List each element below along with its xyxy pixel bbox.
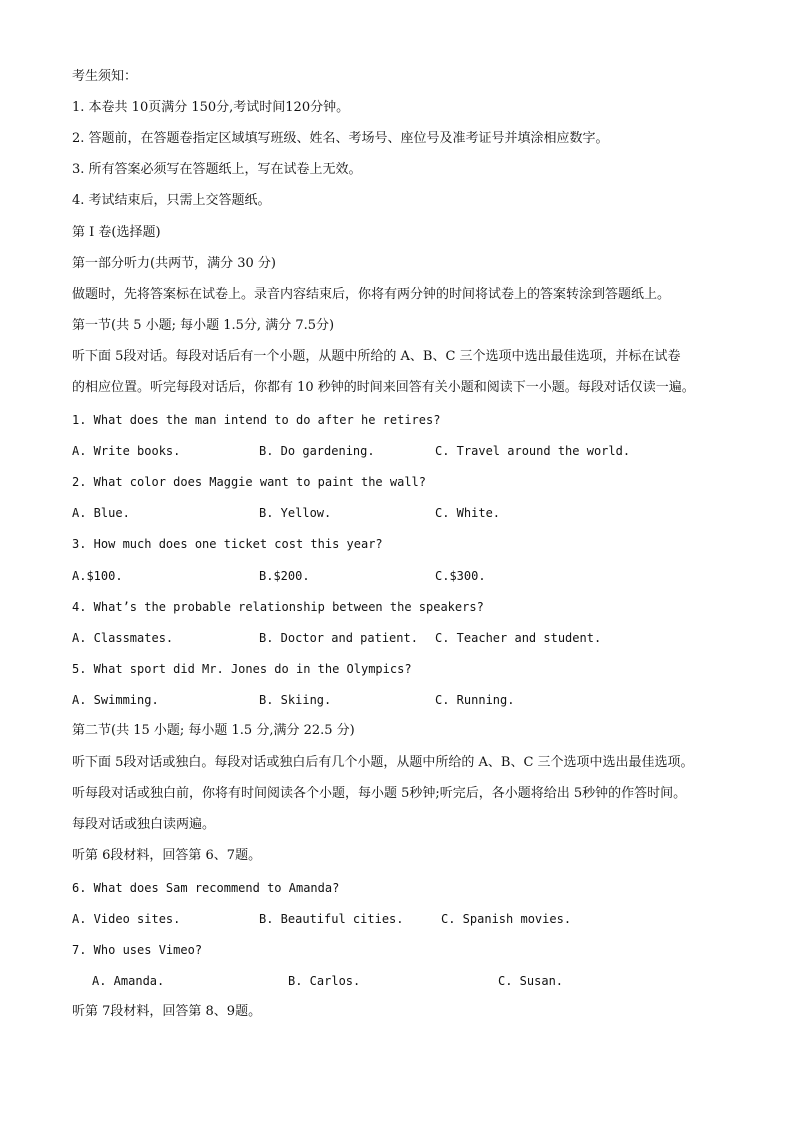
section2-instruction: 听每段对话或独白前，你将有时间阅读各个小题，每小题 5秒钟;听完后，各小题将给出 5秒钟的作答时间。 (72, 786, 687, 801)
option-b: B. Do gardening. (259, 444, 375, 458)
option-c: C. Spanish movies. (441, 912, 572, 926)
option-a: A. Classmates. (72, 631, 174, 645)
question-text: 2. What color does Maggie want to paint the wall? (72, 475, 427, 489)
section2-instruction: 每段对话或独白读两遍。 (72, 817, 216, 832)
part1-instruction: 做题时，先将答案标在试卷上。录音内容结束后，你将有两分钟的时间将试卷上的答案转涂到答题纸上。 (72, 287, 671, 302)
option-a: A. Amanda. (92, 974, 165, 988)
notice-item-2: 2. 答题前，在答题卷指定区域填写班级、姓名、考场号、座位号及准考证号并填涂相应数字。 (72, 131, 609, 146)
question-text: 1. What does the man intend to do after he retires? (72, 413, 441, 427)
section1-instruction: 的相应位置。听完每段对话后，你都有 10 秒钟的时间来回答有关小题和阅读下一小题。每段对话仅读一遍。 (72, 380, 695, 395)
option-a: A. Video sites. (72, 912, 181, 926)
notice-heading: 考生须知： (72, 69, 138, 84)
question-text: 3. How much does one ticket cost this year? (72, 537, 383, 551)
option-b: B. Skiing. (259, 693, 332, 707)
option-c: C. White. (435, 506, 501, 520)
question-text: 5. What sport did Mr. Jones do in the Olympics? (72, 662, 412, 676)
option-c: C. Running. (435, 693, 515, 707)
option-a: A. Swimming. (72, 693, 159, 707)
material-heading: 听第 6段材料，回答第 6、7题。 (72, 848, 262, 863)
section1-instruction: 听下面 5段对话。每段对话后有一个小题，从题中所给的 A、B、C 三个选项中选出最佳选项，并标在试卷 (72, 349, 681, 364)
option-c: C.$300. (435, 569, 486, 583)
option-c: C. Teacher and student. (435, 631, 602, 645)
option-a: A. Write books. (72, 444, 181, 458)
option-b: B. Carlos. (288, 974, 361, 988)
notice-item-3: 3. 所有答案必须写在答题纸上，写在试卷上无效。 (72, 162, 362, 177)
notice-item-4: 4. 考试结束后，只需上交答题纸。 (72, 193, 271, 208)
section2-title: 第二节(共 15 小题; 每小题 1.5 分,满分 22.5 分) (72, 723, 355, 738)
question-text: 6. What does Sam recommend to Amanda? (72, 881, 340, 895)
question-text: 7. Who uses Vimeo? (72, 943, 203, 957)
notice-item-1: 1. 本卷共 10页满分 150分,考试时间120分钟。 (72, 100, 350, 115)
option-c: C. Travel around the world. (435, 444, 631, 458)
question-text: 4. What’s the probable relationship between the speakers? (72, 600, 484, 614)
volume-title: 第 Ⅰ 卷(选择题) (72, 225, 161, 240)
part1-title: 第一部分听力(共两节，满分 30 分) (72, 256, 276, 271)
option-b: B.$200. (259, 569, 310, 583)
option-a: A.$100. (72, 569, 123, 583)
option-b: B. Beautiful cities. (259, 912, 404, 926)
section2-instruction: 听下面 5段对话或独白。每段对话或独白后有几个小题，从题中所给的 A、B、C 三个选项中选出最佳选项。 (72, 755, 694, 770)
section1-title: 第一节(共 5 小题; 每小题 1.5分, 满分 7.5分) (72, 318, 335, 333)
option-a: A. Blue. (72, 506, 130, 520)
option-b: B. Doctor and patient. (259, 631, 418, 645)
option-c: C. Susan. (498, 974, 564, 988)
material-heading: 听第 7段材料，回答第 8、9题。 (72, 1004, 262, 1019)
option-b: B. Yellow. (259, 506, 332, 520)
